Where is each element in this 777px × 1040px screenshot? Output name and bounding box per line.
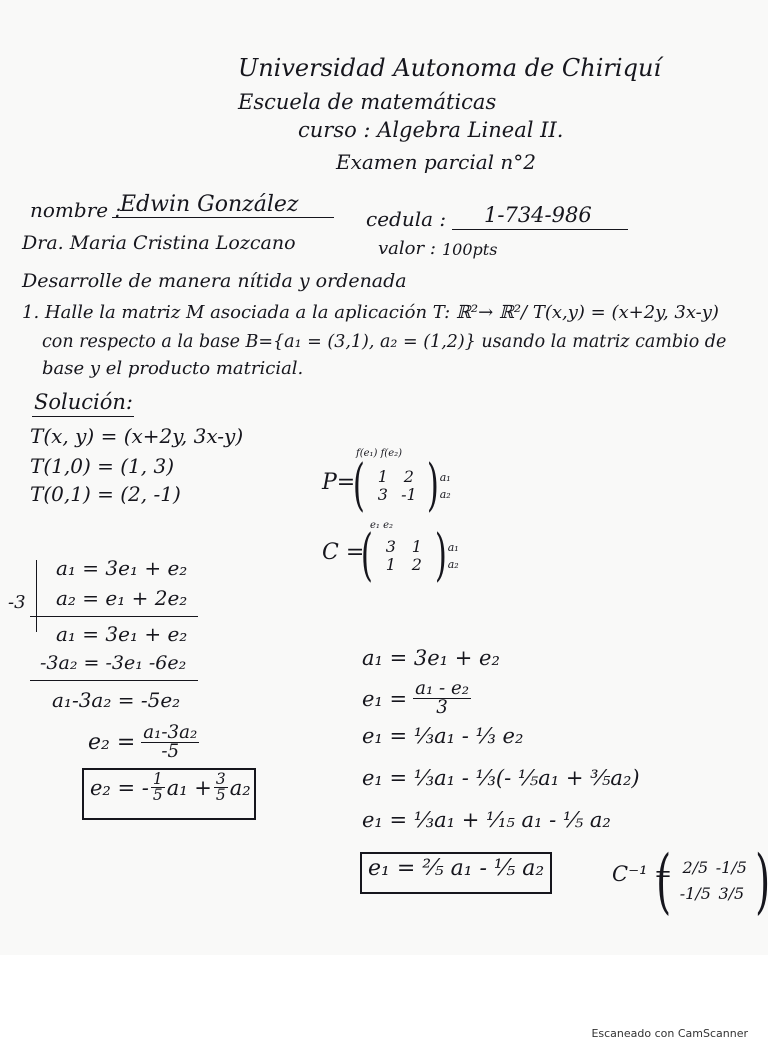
p-matrix-entries xyxy=(370,468,422,504)
problem-line-3: base y el producto matricial. xyxy=(42,358,304,379)
left-paren: ( xyxy=(352,453,365,518)
id-underline xyxy=(452,229,628,230)
cinv-matrix xyxy=(650,840,777,922)
e2-fraction xyxy=(141,724,199,761)
e1-result: e₁ = ²⁄₅ a₁ - ⅕ a₂ xyxy=(368,856,545,881)
row-label: a₁ xyxy=(447,541,459,554)
e2-result xyxy=(90,772,251,804)
teacher-name: Dra. Maria Cristina Lozcano xyxy=(22,232,296,254)
right-paren: ) xyxy=(755,840,771,922)
row-a1: a₁ = 3e₁ + e₂ xyxy=(362,646,500,670)
exam-title: Examen parcial n°2 xyxy=(336,150,537,174)
student-id: 1-734-986 xyxy=(484,203,592,227)
right-paren: ) xyxy=(434,523,447,588)
c-matrix-header: e₁ e₂ xyxy=(370,520,394,531)
solution-title: Solución: xyxy=(34,390,133,414)
e2-lhs: e₂ = xyxy=(88,730,136,756)
system-divider xyxy=(30,616,198,617)
row-e1-fraction xyxy=(362,680,473,717)
value-label: valor : xyxy=(378,238,436,259)
e2-expression xyxy=(88,724,201,761)
c-label: C = xyxy=(322,540,365,565)
problem-line-2: con respecto a la base B={a₁ = (3,1), a₂ = (1,2)} usando la matriz cambio de xyxy=(42,332,727,352)
coef-denominator: 5 xyxy=(215,786,226,805)
system-bracket xyxy=(36,560,37,632)
row-label: a₂ xyxy=(447,558,459,571)
row-e1-split: e₁ = ⅓a₁ - ⅓ e₂ xyxy=(362,724,524,748)
e2-result-lhs: e₂ = - xyxy=(90,775,149,800)
e2-denominator: -5 xyxy=(161,741,180,763)
p-label: P= xyxy=(322,470,356,495)
matrix-entry: 3 xyxy=(377,485,388,504)
right-paren: ) xyxy=(426,453,439,518)
matrix-entry: -1 xyxy=(401,485,417,504)
coef-fraction xyxy=(151,772,165,804)
matrix-entry: 1 xyxy=(377,467,388,486)
id-label: cedula : xyxy=(366,207,447,231)
e1-denominator: 3 xyxy=(436,697,448,719)
e2-result-end: a₂ xyxy=(229,775,251,800)
e2-numerator: a₁-3a₂ xyxy=(143,722,198,743)
e2-result-mid: a₁ + xyxy=(166,775,212,800)
instructions: Desarrolle de manera nítida y ordenada xyxy=(22,270,407,292)
system-a2: a₂ = e₁ + 2e₂ xyxy=(56,586,188,610)
matrix-entry: 3 xyxy=(385,537,396,556)
elim-sum: a₁-3a₂ = -5e₂ xyxy=(52,688,181,712)
matrix-entry: 2 xyxy=(403,467,414,486)
elim-a2: -3a₂ = -3e₁ -6e₂ xyxy=(40,652,187,674)
system-multiplier: -3 xyxy=(8,592,26,613)
elim-divider xyxy=(30,680,198,681)
row-e1-substitute: e₁ = ⅓a₁ - ⅓(- ⅕a₁ + ³⁄₅a₂) xyxy=(362,766,640,790)
camscanner-watermark: Escaneado con CamScanner xyxy=(591,1027,748,1040)
matrix-entry: -1/5 xyxy=(715,858,747,877)
row-e1-expand: e₁ = ⅓a₁ + ¹⁄₁₅ a₁ - ⅕ a₂ xyxy=(362,808,611,832)
t-definition: T(x, y) = (x+2y, 3x-y) xyxy=(30,424,244,448)
name-underline xyxy=(112,217,334,218)
e1-fraction xyxy=(413,680,471,717)
matrix-entry: -1/5 xyxy=(679,884,711,903)
matrix-entry: 1 xyxy=(385,555,396,574)
matrix-entry: 2 xyxy=(411,555,422,574)
system-a1: a₁ = 3e₁ + e₂ xyxy=(56,556,188,580)
coef-denominator: 5 xyxy=(152,786,163,805)
course-name: curso : Algebra Lineal II. xyxy=(298,118,564,142)
cinv-matrix-entries xyxy=(677,855,749,907)
c-row-labels xyxy=(448,539,459,573)
solution-underline xyxy=(32,416,134,417)
name-label: nombre : xyxy=(30,198,122,222)
coef-numerator: 3 xyxy=(215,770,226,788)
coef-fraction xyxy=(214,772,228,804)
student-name: Edwin González xyxy=(120,192,299,217)
c-matrix-entries xyxy=(378,538,430,574)
left-paren: ( xyxy=(360,523,373,588)
t-e1: T(1,0) = (1, 3) xyxy=(30,454,174,478)
cinv-label: C⁻¹ = xyxy=(612,862,672,886)
matrix-entry: 3/5 xyxy=(718,884,745,903)
coef-numerator: 1 xyxy=(152,770,163,788)
t-e2: T(0,1) = (2, -1) xyxy=(30,482,181,506)
e1-numerator: a₁ - e₂ xyxy=(415,678,470,699)
problem-line-1: 1. Halle la matriz M asociada a la aplicación T: ℝ²→ ℝ²/ T(x,y) = (x+2y, 3x-y) xyxy=(22,302,719,323)
elim-a1: a₁ = 3e₁ + e₂ xyxy=(56,622,188,646)
row-e1-lhs: e₁ = xyxy=(362,686,408,711)
p-matrix-header: f(e₁) f(e₂) xyxy=(356,448,403,459)
p-row-labels xyxy=(440,469,451,503)
left-paren: ( xyxy=(656,840,672,922)
matrix-entry: 2/5 xyxy=(682,858,709,877)
school-name: Escuela de matemáticas xyxy=(238,90,497,114)
matrix-entry: 1 xyxy=(411,537,422,556)
row-label: a₂ xyxy=(439,488,451,501)
row-label: a₁ xyxy=(439,471,451,484)
university-title: Universidad Autonoma de Chiriquí xyxy=(238,54,662,82)
scan-footer xyxy=(0,955,768,1040)
exam-value: 100pts xyxy=(442,240,498,259)
